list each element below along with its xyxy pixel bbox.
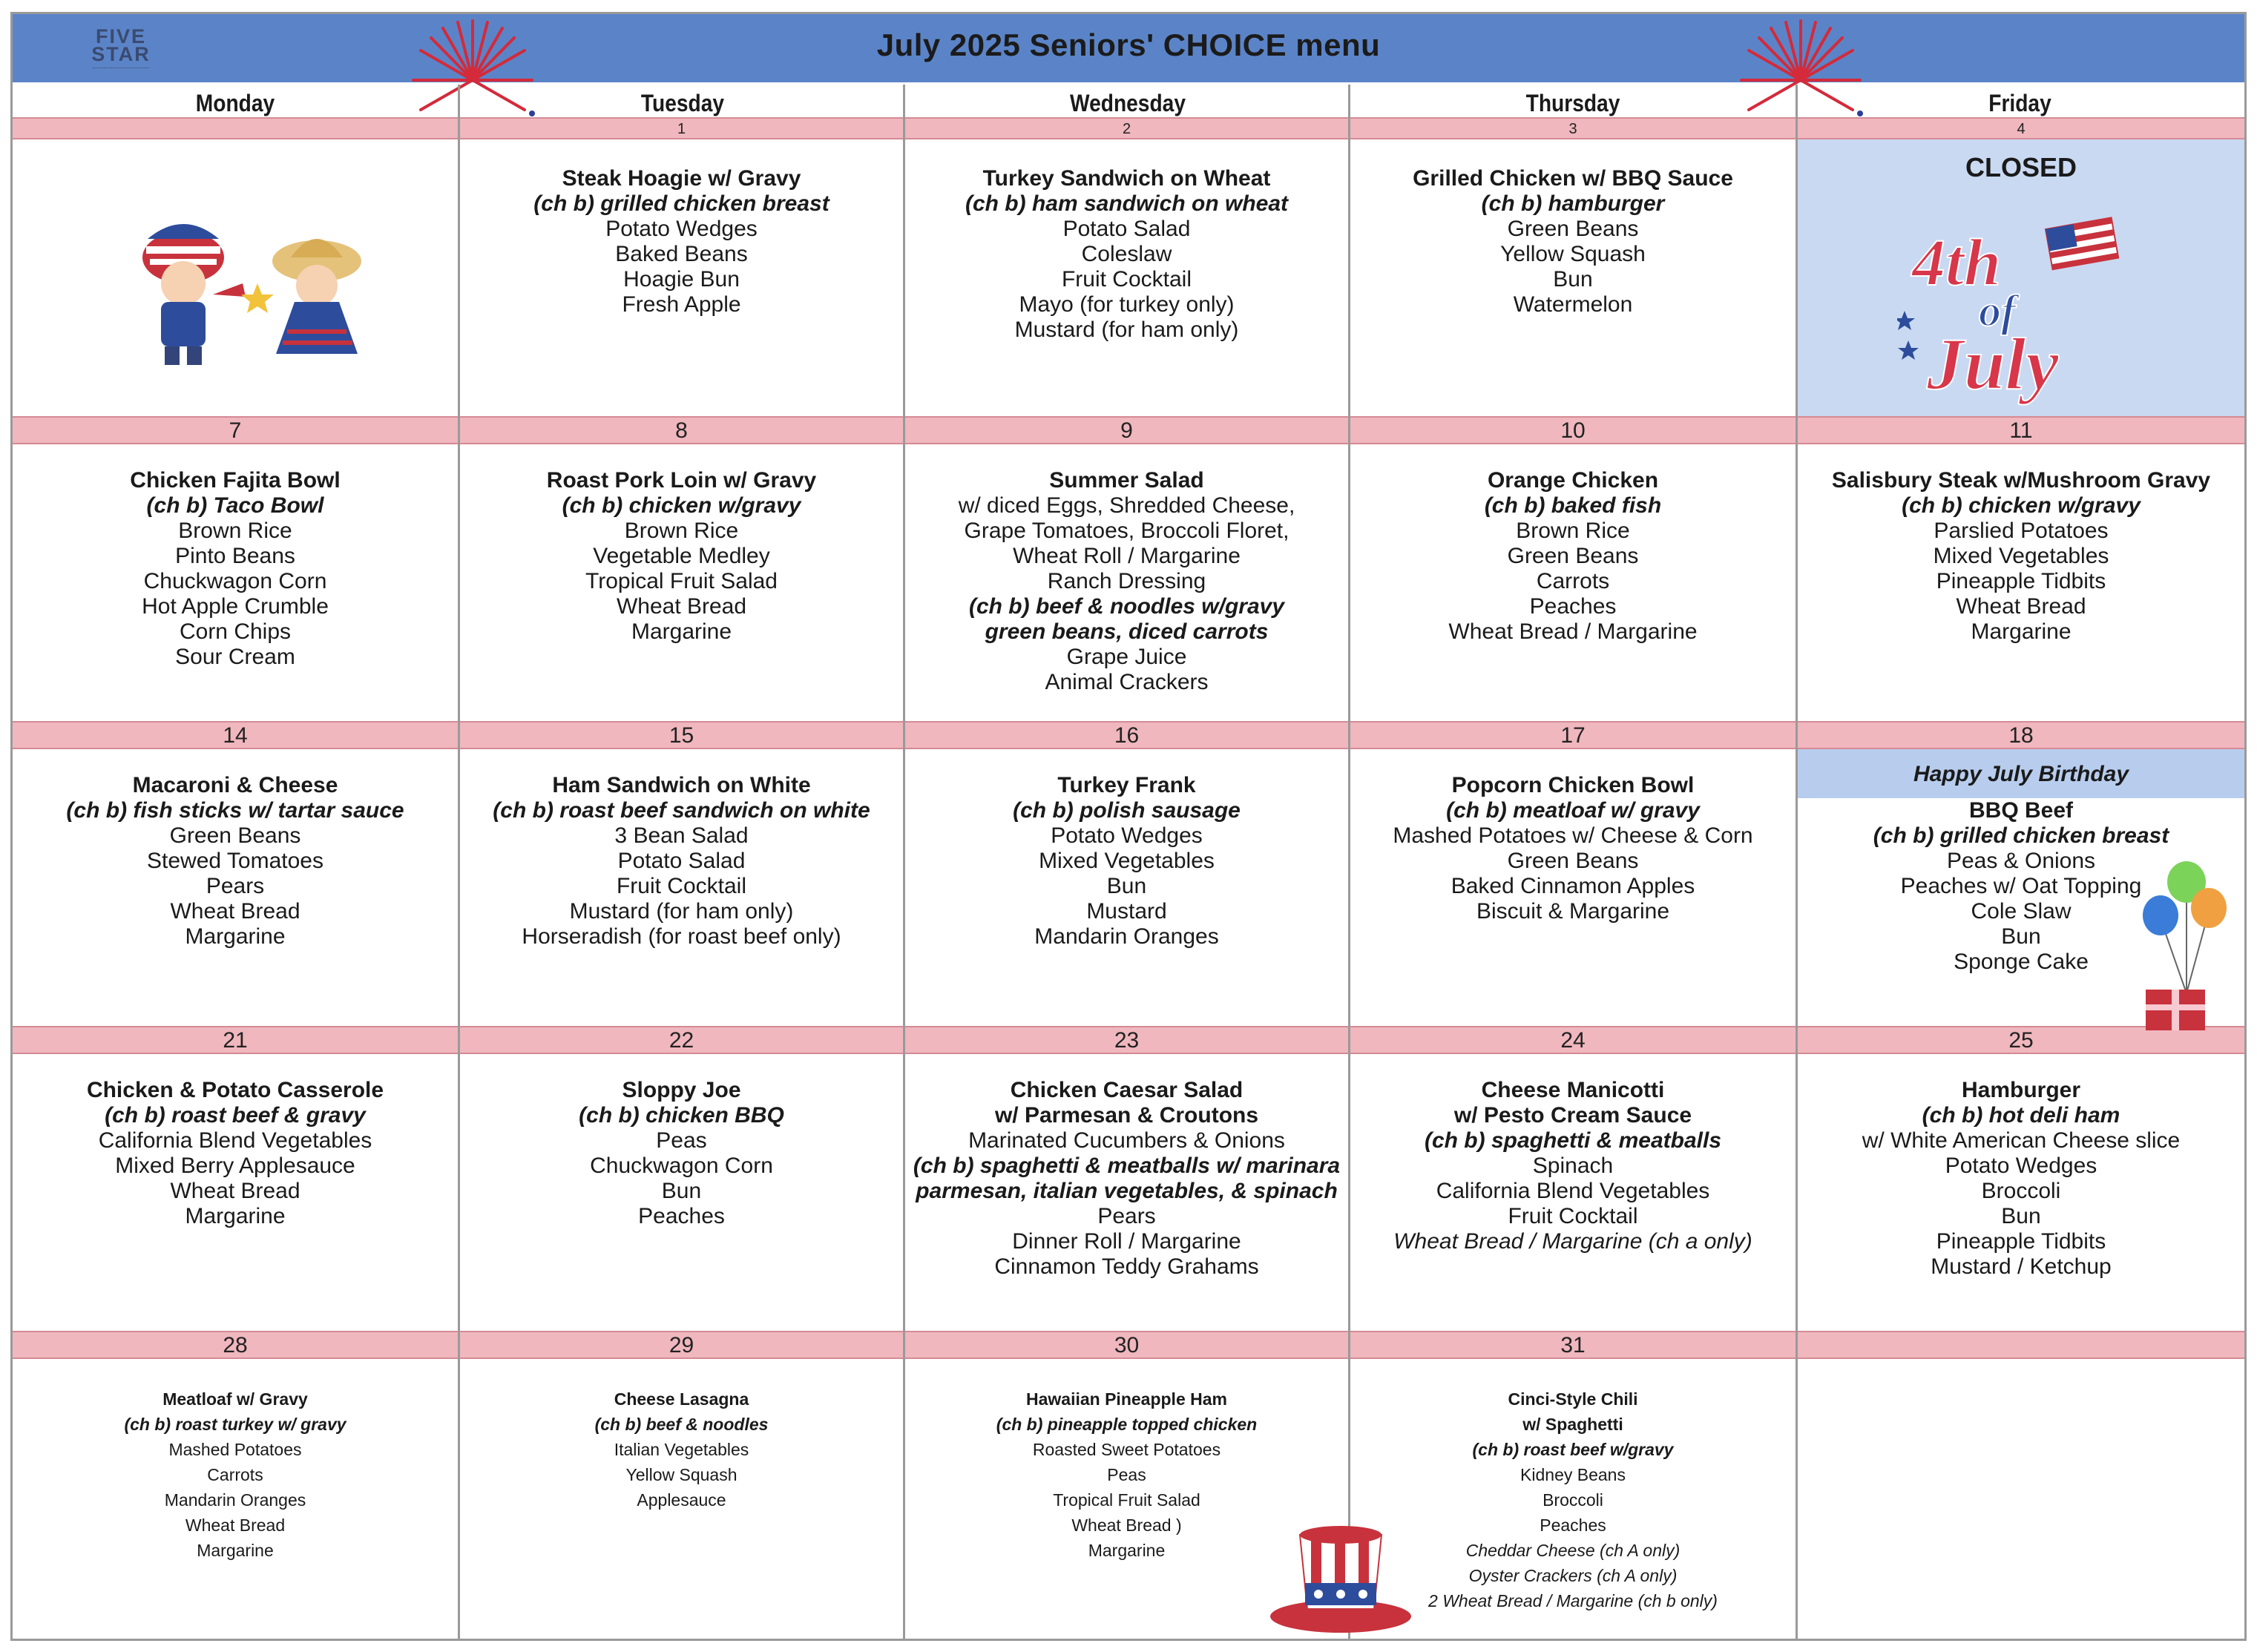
menu-line: Chicken Caesar Salad: [1010, 1078, 1244, 1102]
menu-line: Wheat Bread ): [1071, 1516, 1182, 1535]
uncle-sam-hat-icon: [1267, 1505, 1422, 1639]
menu-line: Oyster Crackers (ch A only): [1468, 1566, 1678, 1585]
menu-line: Grape Tomatoes, Broccoli Floret,: [964, 519, 1290, 543]
day-menu: [1350, 468, 1796, 645]
menu-line: Hoagie Bun: [623, 267, 740, 292]
menu-line: Popcorn Chicken Bowl: [1451, 773, 1695, 797]
menu-line: California Blend Vegetables: [1436, 1179, 1710, 1203]
date-number: 28: [223, 1333, 248, 1358]
menu-line: green beans, diced carrots: [985, 619, 1269, 644]
menu-line: Grape Juice: [1066, 645, 1187, 669]
menu-line: Ranch Dressing: [1047, 569, 1206, 593]
menu-line: Peaches: [1540, 1516, 1606, 1535]
svg-text:4th: 4th: [1912, 226, 2002, 300]
menu-line: Margarine: [185, 1204, 286, 1228]
menu-line: w/ Parmesan & Croutons: [994, 1103, 1259, 1128]
menu-line: Hot Apple Crumble: [142, 594, 329, 619]
menu-line: Margarine: [631, 619, 732, 644]
day-menu: [905, 166, 1348, 343]
date-number: [1798, 1332, 2244, 1360]
menu-line: Baked Beans: [615, 242, 748, 266]
day-name: Wednesday: [1070, 90, 1186, 116]
menu-line: Baked Cinnamon Apples: [1451, 874, 1695, 898]
menu-line: Applesauce: [637, 1490, 726, 1510]
date-number: 23: [1114, 1028, 1140, 1053]
menu-line: Mandarin Oranges: [164, 1490, 306, 1510]
menu-line: Pineapple Tidbits: [1936, 1229, 2106, 1254]
menu-line: Pears: [206, 874, 265, 898]
menu-calendar: [10, 12, 2247, 1641]
menu-line: BBQ Beef: [1968, 798, 2074, 823]
menu-line: Mashed Potatoes w/ Cheese & Corn: [1393, 823, 1753, 848]
date-number: 25: [2008, 1028, 2034, 1053]
menu-line: CLOSED: [1965, 152, 2077, 182]
menu-line: (ch b) meatloaf w/ gravy: [1446, 798, 1700, 823]
menu-line: Chuckwagon Corn: [590, 1154, 773, 1178]
menu-line: Stewed Tomatoes: [147, 849, 323, 873]
menu-line: Bun: [661, 1179, 702, 1203]
menu-line: Roasted Sweet Potatoes: [1032, 1440, 1221, 1459]
date-number: 18: [2008, 723, 2034, 748]
menu-line: Broccoli: [1981, 1179, 2061, 1203]
menu-line: Salisbury Steak w/Mushroom Gravy: [1831, 468, 2211, 493]
menu-line: Carrots: [1536, 569, 1610, 593]
menu-line: Cinnamon Teddy Grahams: [994, 1254, 1259, 1279]
day-menu: [460, 1078, 903, 1229]
date-number: 7: [229, 418, 242, 443]
menu-line: (ch b) grilled chicken breast: [1873, 823, 2169, 848]
menu-line: Steak Hoagie w/ Gravy: [562, 166, 801, 191]
menu-line: 3 Bean Salad: [614, 823, 749, 848]
menu-line: Margarine: [1088, 1541, 1166, 1560]
fourth-of-july-icon: [1897, 214, 2149, 407]
date-number: 4: [2017, 121, 2026, 137]
menu-line: Wheat Bread: [1956, 594, 2086, 619]
menu-line: (ch b) spaghetti & meatballs: [1424, 1128, 1722, 1153]
date-number: 3: [1568, 121, 1577, 137]
day-name: Thursday: [1525, 90, 1620, 116]
menu-line: Peaches: [1529, 594, 1617, 619]
menu-line: Potato Wedges: [1051, 823, 1203, 848]
menu-line: Brown Rice: [624, 519, 739, 543]
menu-line: Wheat Bread: [616, 594, 747, 619]
menu-line: (ch b) chicken w/gravy: [562, 493, 801, 518]
menu-line: Cinci-Style Chili: [1508, 1389, 1638, 1409]
date-number: 16: [1114, 723, 1140, 748]
menu-line: Mustard / Ketchup: [1931, 1254, 2112, 1279]
menu-line: Macaroni & Cheese: [132, 773, 338, 797]
svg-text:July: July: [1927, 323, 2059, 405]
day-menu: [13, 773, 458, 950]
menu-line: w/ Spaghetti: [1522, 1415, 1623, 1434]
menu-line: Sloppy Joe: [622, 1078, 741, 1102]
date-number: 9: [1120, 418, 1133, 443]
menu-line: (ch b) pineapple topped chicken: [996, 1415, 1258, 1434]
day-menu: [905, 1078, 1348, 1280]
menu-line: (ch b) hamburger: [1481, 191, 1665, 216]
menu-line: Wheat Bread: [170, 899, 300, 924]
menu-line: California Blend Vegetables: [98, 1128, 372, 1153]
menu-line: Mayo (for turkey only): [1019, 292, 1235, 317]
svg-text:of: of: [1979, 286, 2016, 335]
menu-line: Marinated Cucumbers & Onions: [968, 1128, 1285, 1153]
menu-line: Cole Slaw: [1971, 899, 2072, 924]
menu-line: Margarine: [185, 924, 286, 949]
day-menu: [460, 773, 903, 950]
day-menu: [13, 1386, 458, 1563]
day-name: Tuesday: [640, 90, 725, 116]
menu-line: Horseradish (for roast beef only): [522, 924, 841, 949]
menu-line: Mixed Berry Applesauce: [115, 1154, 355, 1178]
menu-line: Margarine: [197, 1541, 274, 1560]
menu-line: Peas: [656, 1128, 707, 1153]
menu-line: Tropical Fruit Salad: [585, 569, 778, 593]
menu-line: (ch b) beef & noodles: [594, 1415, 769, 1434]
menu-line: Bun: [2001, 924, 2041, 949]
menu-line: Mustard (for ham only): [1014, 317, 1239, 342]
menu-line: Sponge Cake: [1954, 950, 2089, 974]
menu-line: Cheddar Cheese (ch A only): [1465, 1541, 1681, 1560]
menu-line: Peas & Onions: [1946, 849, 2096, 873]
menu-line: Cheese Lasagna: [614, 1389, 749, 1409]
menu-line: Animal Crackers: [1045, 670, 1209, 694]
menu-line: Chicken & Potato Casserole: [86, 1078, 384, 1102]
menu-line: Green Beans: [169, 823, 301, 848]
menu-line: Biscuit & Margarine: [1476, 899, 1670, 924]
date-number: 17: [1560, 723, 1586, 748]
menu-line: Sour Cream: [175, 645, 295, 669]
menu-line: Mixed Vegetables: [1039, 849, 1215, 873]
date-number: 21: [223, 1028, 248, 1053]
day-menu: [1798, 1078, 2244, 1280]
day-menu: [1798, 468, 2244, 645]
menu-line: Turkey Sandwich on Wheat: [982, 166, 1271, 191]
menu-line: Mustard (for ham only): [569, 899, 794, 924]
date-number: 10: [1560, 418, 1586, 443]
balloons-gift-icon: [2135, 860, 2238, 1038]
menu-line: Brown Rice: [178, 519, 292, 543]
menu-line: Roast Pork Loin w/ Gravy: [546, 468, 817, 493]
menu-line: Kidney Beans: [1520, 1465, 1626, 1484]
date-number: [13, 118, 458, 140]
menu-line: Brown Rice: [1516, 519, 1630, 543]
menu-line: Chicken Fajita Bowl: [130, 468, 341, 493]
menu-line: Mixed Vegetables: [1933, 544, 2109, 568]
menu-line: Peaches w/ Oat Topping: [1900, 874, 2142, 898]
menu-line: (ch b) baked fish: [1484, 493, 1662, 518]
menu-line: Potato Wedges: [1945, 1154, 2097, 1178]
menu-line: Cheese Manicotti: [1481, 1078, 1665, 1102]
menu-line: Peas: [1107, 1465, 1146, 1484]
menu-line: Wheat Bread / Margarine (ch a only): [1393, 1229, 1752, 1254]
weekday-header-row: [13, 85, 2244, 119]
date-number: 14: [223, 723, 248, 748]
birthday-banner: Happy July Birthday: [1913, 762, 2129, 786]
menu-line: Watermelon: [1513, 292, 1633, 317]
menu-line: Meatloaf w/ Gravy: [162, 1389, 308, 1409]
menu-line: Margarine: [1971, 619, 2072, 644]
menu-line: (ch b) roast beef w/gravy: [1472, 1440, 1674, 1459]
menu-line: w/ Pesto Cream Sauce: [1453, 1103, 1692, 1128]
menu-line: (ch b) fish sticks w/ tartar sauce: [66, 798, 404, 823]
menu-line: Potato Wedges: [605, 217, 758, 241]
day-menu: [460, 468, 903, 645]
day-menu: [13, 1078, 458, 1229]
menu-line: Hamburger: [1961, 1078, 2081, 1102]
menu-line: (ch b) roast beef & gravy: [105, 1103, 366, 1128]
date-number: 31: [1560, 1333, 1586, 1358]
menu-line: Hawaiian Pineapple Ham: [1026, 1389, 1227, 1409]
day-menu: [460, 166, 903, 317]
date-number: 15: [668, 723, 694, 748]
menu-line: 2 Wheat Bread / Margarine (ch b only): [1428, 1591, 1718, 1610]
menu-line: w/ diced Eggs, Shredded Cheese,: [958, 493, 1295, 518]
title-bar: [13, 14, 2244, 82]
menu-line: Mandarin Oranges: [1034, 924, 1219, 949]
menu-line: Fruit Cocktail: [1508, 1204, 1638, 1228]
day-name: Monday: [195, 90, 275, 116]
menu-line: Broccoli: [1543, 1490, 1603, 1510]
menu-line: Spinach: [1532, 1154, 1614, 1178]
date-number: 11: [2009, 418, 2033, 443]
menu-line: (ch b) Taco Bowl: [146, 493, 324, 518]
five-star-logo: FIVE STAR: [87, 27, 155, 68]
day-menu: [905, 773, 1348, 950]
menu-line: Potato Salad: [1062, 217, 1191, 241]
menu-line: Mustard: [1086, 899, 1167, 924]
menu-line: (ch b) chicken w/gravy: [1902, 493, 2141, 518]
menu-line: Ham Sandwich on White: [552, 773, 811, 797]
menu-line: Wheat Roll / Margarine: [1013, 544, 1241, 568]
menu-line: w/ White American Cheese slice: [1862, 1128, 2181, 1153]
menu-line: (ch b) roast beef sandwich on white: [493, 798, 870, 823]
date-number: 2: [1122, 121, 1131, 137]
day-menu: [1350, 1078, 1796, 1254]
date-number: 8: [675, 418, 688, 443]
menu-line: Fruit Cocktail: [1061, 267, 1192, 292]
menu-line: Tropical Fruit Salad: [1053, 1490, 1200, 1510]
day-menu: [905, 468, 1348, 695]
menu-line: Coleslaw: [1081, 242, 1172, 266]
day-menu: [13, 468, 458, 670]
menu-line: Dinner Roll / Margarine: [1012, 1229, 1241, 1254]
menu-line: (ch b) roast turkey w/ gravy: [124, 1415, 346, 1434]
date-number: 29: [668, 1333, 694, 1358]
menu-line: Wheat Bread: [170, 1179, 300, 1203]
menu-line: Yellow Squash: [625, 1465, 737, 1484]
menu-line: Fruit Cocktail: [616, 874, 747, 898]
menu-line: (ch b) ham sandwich on wheat: [965, 191, 1289, 216]
menu-line: Carrots: [207, 1465, 263, 1484]
menu-line: (ch b) polish sausage: [1013, 798, 1241, 823]
menu-line: Chuckwagon Corn: [143, 569, 327, 593]
menu-line: Pears: [1097, 1204, 1156, 1228]
menu-line: (ch b) beef & noodles w/gravy: [968, 594, 1285, 619]
menu-line: Mashed Potatoes: [168, 1440, 302, 1459]
page-title: July 2025 Seniors' CHOICE menu: [876, 27, 1381, 62]
date-number: 1: [677, 121, 686, 137]
menu-line: (ch b) grilled chicken breast: [533, 191, 829, 216]
menu-line: Bun: [2001, 1204, 2041, 1228]
menu-line: Yellow Squash: [1500, 242, 1646, 266]
menu-line: Summer Salad: [1049, 468, 1204, 493]
patriotic-kids-icon: [109, 205, 398, 369]
date-number: 22: [668, 1028, 694, 1053]
menu-line: Potato Salad: [617, 849, 746, 873]
menu-line: Orange Chicken: [1487, 468, 1659, 493]
date-number: 24: [1560, 1028, 1586, 1053]
menu-line: Pinto Beans: [175, 544, 295, 568]
menu-line: Pineapple Tidbits: [1936, 569, 2106, 593]
menu-line: (ch b) hot deli ham: [1922, 1103, 2120, 1128]
menu-line: Parslied Potatoes: [1934, 519, 2109, 543]
menu-line: Bun: [1106, 874, 1147, 898]
menu-line: Fresh Apple: [622, 292, 741, 317]
menu-line: (ch b) spaghetti & meatballs w/ marinara: [913, 1154, 1341, 1178]
menu-line: Grilled Chicken w/ BBQ Sauce: [1413, 166, 1733, 191]
day-name: Friday: [1988, 90, 2051, 116]
menu-line: Peaches: [638, 1204, 725, 1228]
menu-line: Corn Chips: [179, 619, 292, 644]
day-menu: [1350, 773, 1796, 924]
menu-line: parmesan, italian vegetables, & spinach: [916, 1179, 1338, 1203]
menu-line: Turkey Frank: [1057, 773, 1196, 797]
menu-line: Green Beans: [1507, 544, 1639, 568]
date-number: 30: [1114, 1333, 1140, 1358]
day-menu: [1798, 152, 2244, 182]
day-menu: [1350, 166, 1796, 317]
day-menu: [460, 1386, 903, 1513]
menu-line: (ch b) chicken BBQ: [579, 1103, 784, 1128]
menu-line: Bun: [1553, 267, 1593, 292]
menu-line: Wheat Bread / Margarine: [1448, 619, 1698, 644]
menu-line: Italian Vegetables: [614, 1440, 749, 1459]
menu-line: Wheat Bread: [185, 1516, 286, 1535]
menu-line: Green Beans: [1507, 849, 1639, 873]
menu-line: Vegetable Medley: [593, 544, 770, 568]
menu-line: Green Beans: [1507, 217, 1639, 241]
